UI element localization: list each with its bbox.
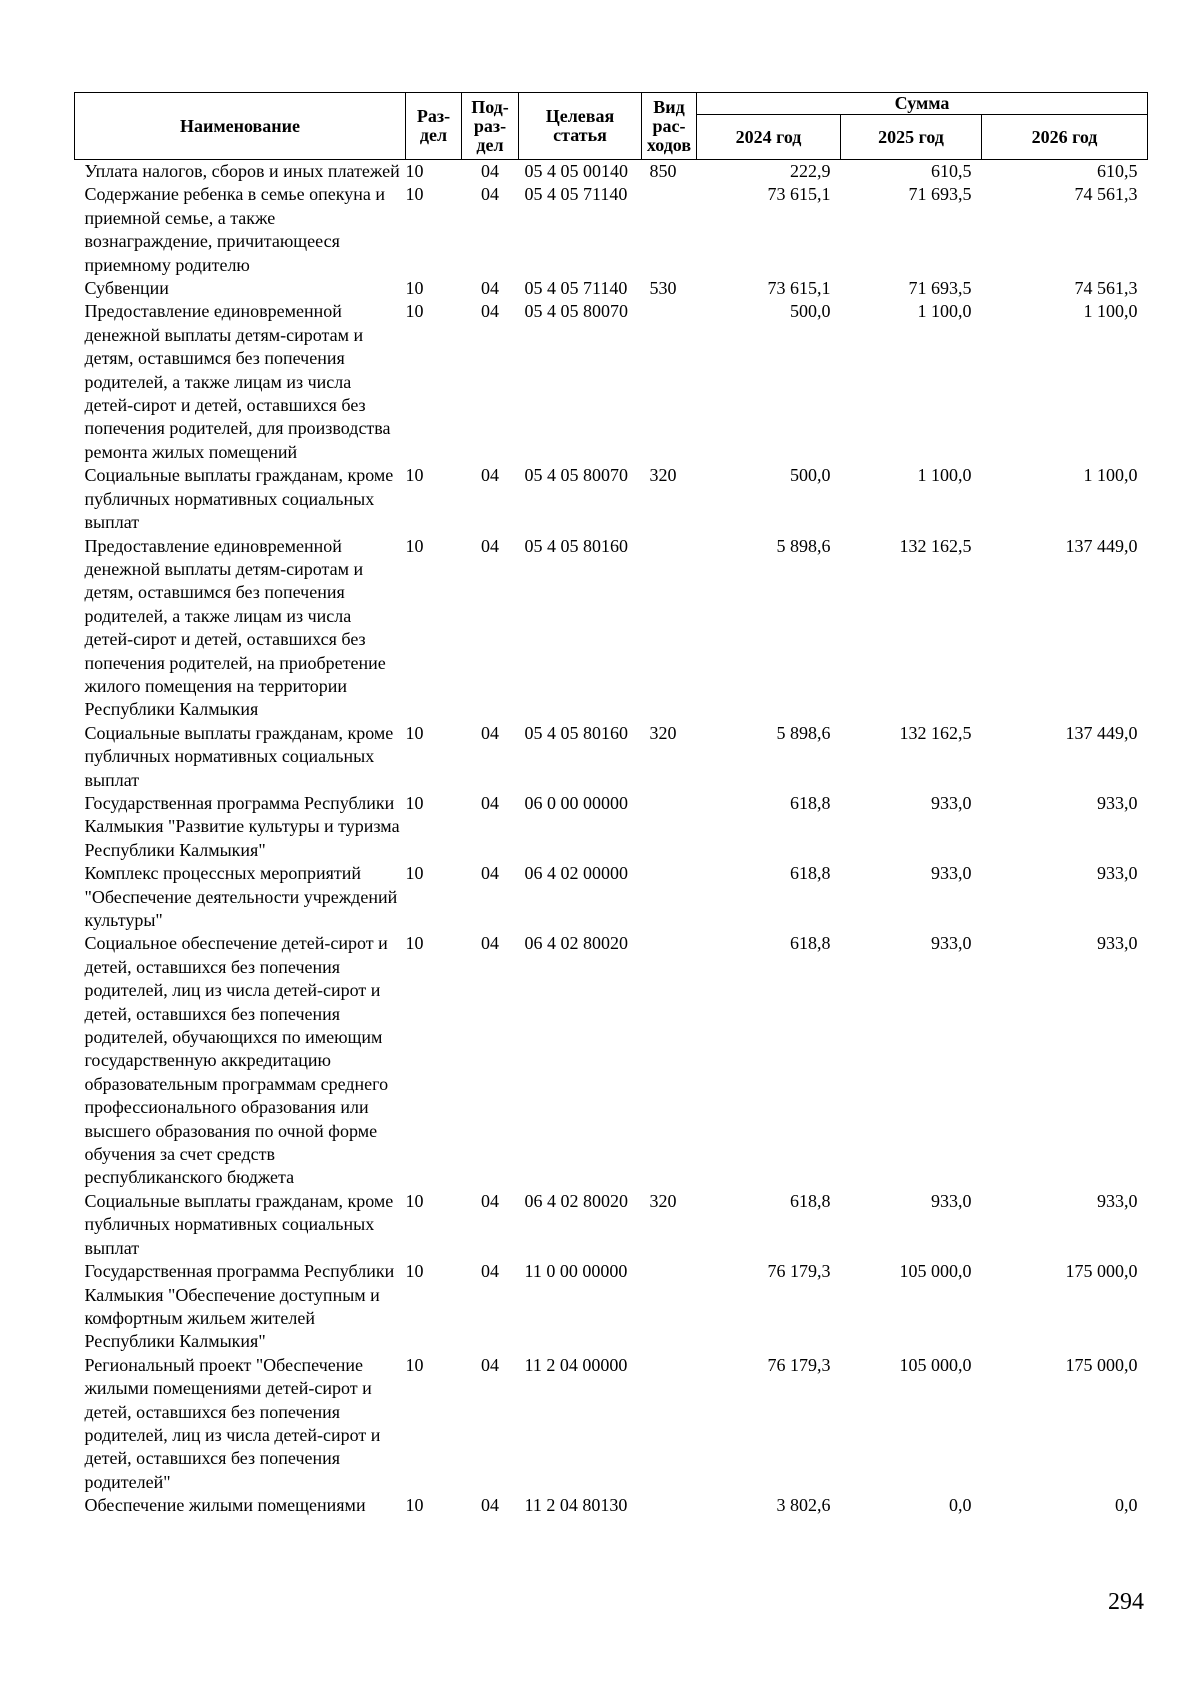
row-razdel: 10: [405, 863, 424, 884]
row-amount-2026: 933,0: [1097, 1190, 1138, 1211]
row-amount-2025: 933,0: [931, 1190, 972, 1211]
header-2024: 2024 год: [697, 115, 841, 160]
row-vid: [642, 535, 697, 722]
row-vid: [642, 1260, 697, 1354]
row-cst: 11 0 00 00000: [524, 1261, 628, 1282]
row-razdel: 10: [405, 933, 424, 954]
row-amount-2024: 618,8: [790, 933, 831, 954]
row-vid: [642, 300, 697, 464]
row-amount-2026: 175 000,0: [1065, 1354, 1138, 1375]
row-razdel: 10: [405, 161, 424, 181]
row-amount-2025: 1 100,0: [917, 465, 972, 486]
row-vid: [642, 1494, 697, 1517]
header-name: Наименование: [75, 93, 406, 160]
row-amount-2024: 222,9: [790, 161, 831, 181]
row-vid: [642, 862, 697, 932]
row-cst: 05 4 05 80070: [524, 301, 628, 322]
table-header: [75, 93, 1148, 160]
table-body: [75, 160, 1148, 1518]
row-name: Предоставление единовременной денежной выплаты детям-сиротам и детям, оставшимся без попечения родителей, а также лицам из числа детей-сирот и детей, оставшихся без попечения родителей, на приобретение жилого помещения на территории Республики Калмыкия: [84, 535, 386, 720]
row-podrazdel: 04: [481, 1354, 499, 1375]
table-row: [75, 862, 1148, 932]
row-amount-2025: 132 162,5: [899, 722, 972, 743]
table-row: [75, 1494, 1148, 1517]
header-podrazdel: Под- раз- дел: [462, 93, 519, 160]
row-amount-2024: 618,8: [790, 1190, 831, 1211]
row-amount-2025: 105 000,0: [899, 1261, 972, 1282]
row-razdel: 10: [405, 301, 424, 322]
row-amount-2024: 3 802,6: [776, 1495, 831, 1516]
row-razdel: 10: [405, 535, 424, 556]
row-amount-2024: 618,8: [790, 792, 831, 813]
row-razdel: 10: [405, 1261, 424, 1282]
row-podrazdel: 04: [481, 278, 499, 299]
row-podrazdel: 04: [481, 1495, 499, 1516]
row-name: Государственная программа Республики Калмыкия "Обеспечение доступным и комфортным жильем жителей Республики Калмыкия": [84, 1261, 395, 1352]
row-vid: [642, 932, 697, 1189]
row-cst: 06 0 00 00000: [524, 792, 628, 813]
row-amount-2026: 137 449,0: [1065, 535, 1138, 556]
row-name: Обеспечение жилыми помещениями: [84, 1495, 366, 1516]
row-amount-2024: 618,8: [790, 863, 831, 884]
row-cst: 05 4 05 71140: [524, 278, 628, 299]
row-name: Субвенции: [84, 278, 169, 299]
row-amount-2025: 933,0: [931, 863, 972, 884]
header-razdel: Раз- дел: [406, 93, 462, 160]
row-amount-2025: 610,5: [931, 161, 972, 181]
row-amount-2026: 175 000,0: [1065, 1261, 1138, 1282]
row-podrazdel: 04: [481, 1190, 499, 1211]
row-cst: 06 4 02 80020: [524, 1190, 628, 1211]
row-podrazdel: 04: [481, 722, 499, 743]
table-row: [75, 183, 1148, 277]
row-podrazdel: 04: [481, 863, 499, 884]
row-vid: 320: [649, 722, 677, 743]
row-vid: 850: [649, 161, 677, 181]
row-amount-2024: 76 179,3: [767, 1261, 831, 1282]
row-cst: 06 4 02 80020: [524, 933, 628, 954]
row-podrazdel: 04: [481, 792, 499, 813]
table-row: [75, 792, 1148, 862]
row-name: Социальные выплаты гражданам, кроме публичных нормативных социальных выплат: [84, 1190, 394, 1258]
row-cst: 05 4 05 80070: [524, 465, 628, 486]
row-amount-2026: 1 100,0: [1083, 301, 1138, 322]
row-podrazdel: 04: [481, 301, 499, 322]
row-vid: [642, 792, 697, 862]
row-razdel: 10: [405, 1190, 424, 1211]
header-2026: 2026 год: [982, 115, 1148, 160]
row-podrazdel: 04: [481, 184, 499, 205]
row-vid: 320: [649, 1190, 677, 1211]
header-vid: Вид рас- ходов: [642, 93, 697, 160]
row-amount-2026: 933,0: [1097, 792, 1138, 813]
row-razdel: 10: [405, 465, 424, 486]
row-amount-2025: 1 100,0: [917, 301, 972, 322]
table-row: [75, 1260, 1148, 1354]
row-amount-2024: 73 615,1: [767, 278, 831, 299]
header-2025: 2025 год: [841, 115, 982, 160]
header-cst: Целевая статья: [519, 93, 642, 160]
row-cst: 05 4 05 80160: [524, 722, 628, 743]
row-amount-2024: 5 898,6: [776, 722, 831, 743]
table-row: [75, 300, 1148, 464]
row-amount-2024: 73 615,1: [767, 184, 831, 205]
row-amount-2024: 76 179,3: [767, 1354, 831, 1375]
row-razdel: 10: [405, 1495, 424, 1516]
page-number: 294: [1108, 1589, 1144, 1615]
row-amount-2026: 74 561,3: [1074, 278, 1138, 299]
row-amount-2025: 132 162,5: [899, 535, 972, 556]
row-podrazdel: 04: [481, 465, 499, 486]
row-cst: 05 4 05 80160: [524, 535, 628, 556]
row-vid: [642, 1354, 697, 1494]
row-vid: 320: [649, 465, 677, 486]
row-name: Комплекс процессных мероприятий "Обеспечение деятельности учреждений культуры": [84, 863, 398, 930]
row-name: Предоставление единовременной денежной выплаты детям-сиротам и детям, оставшимся без попечения родителей, а также лицам из числа детей-сирот и детей, оставшихся без попечения родителей, для производства ремонта жилых помещений: [84, 301, 391, 462]
table-row: [75, 722, 1148, 792]
table-row: [75, 464, 1148, 534]
row-amount-2026: 933,0: [1097, 863, 1138, 884]
row-amount-2026: 0,0: [1115, 1495, 1138, 1516]
row-razdel: 10: [405, 278, 424, 299]
row-amount-2025: 105 000,0: [899, 1354, 972, 1375]
row-amount-2026: 610,5: [1097, 161, 1138, 181]
row-amount-2024: 500,0: [790, 465, 831, 486]
row-vid: 530: [649, 278, 677, 299]
row-name: Социальное обеспечение детей-сирот и детей, оставшихся без попечения родителей, лиц из числа детей-сирот и детей, оставшихся без попечения родителей, обучающихся по имеющим государственную аккредитацию образовательным программам среднего профессионального образования или высшего образования по очной форме обучения за счет средств республиканского бюджета: [84, 933, 389, 1188]
row-cst: 11 2 04 00000: [524, 1354, 628, 1375]
table-row: [75, 1190, 1148, 1260]
table-row: [75, 160, 1148, 184]
row-amount-2024: 500,0: [790, 301, 831, 322]
row-cst: 05 4 05 00140: [524, 161, 628, 181]
table-row: [75, 277, 1148, 300]
row-amount-2025: 933,0: [931, 792, 972, 813]
row-razdel: 10: [405, 722, 424, 743]
row-amount-2024: 5 898,6: [776, 535, 831, 556]
row-podrazdel: 04: [481, 1261, 499, 1282]
row-amount-2025: 0,0: [949, 1495, 972, 1516]
row-razdel: 10: [405, 792, 424, 813]
row-amount-2026: 137 449,0: [1065, 722, 1138, 743]
row-podrazdel: 04: [481, 161, 499, 181]
row-amount-2025: 933,0: [931, 933, 972, 954]
row-vid: [642, 183, 697, 277]
budget-page: [74, 92, 1147, 1518]
row-amount-2026: 933,0: [1097, 933, 1138, 954]
row-razdel: 10: [405, 1354, 424, 1375]
row-podrazdel: 04: [481, 933, 499, 954]
row-name: Государственная программа Республики Калмыкия "Развитие культуры и туризма Республики Калмыкия": [84, 792, 400, 860]
budget-table: [74, 92, 1148, 1518]
table-row: [75, 932, 1148, 1189]
row-cst: 05 4 05 71140: [524, 184, 628, 205]
row-name: Содержание ребенка в семье опекуна и приемной семье, а также вознаграждение, причитающееся приемному родителю: [84, 184, 385, 275]
row-podrazdel: 04: [481, 535, 499, 556]
row-amount-2025: 71 693,5: [908, 278, 972, 299]
row-name: Социальные выплаты гражданам, кроме публичных нормативных социальных выплат: [84, 465, 394, 533]
row-amount-2025: 71 693,5: [908, 184, 972, 205]
row-name: Региональный проект "Обеспечение жилыми помещениями детей-сирот и детей, оставшихся без попечения родителей, лиц из числа детей-сирот и детей, оставшихся без попечения родителей": [84, 1354, 381, 1492]
row-name: Уплата налогов, сборов и иных платежей: [84, 161, 400, 181]
row-razdel: 10: [405, 184, 424, 205]
row-cst: 06 4 02 00000: [524, 863, 628, 884]
row-amount-2026: 1 100,0: [1083, 465, 1138, 486]
row-cst: 11 2 04 80130: [524, 1495, 628, 1516]
row-amount-2026: 74 561,3: [1074, 184, 1138, 205]
header-summa: Сумма: [697, 93, 1148, 115]
table-row: [75, 535, 1148, 722]
table-row: [75, 1354, 1148, 1494]
row-name: Социальные выплаты гражданам, кроме публичных нормативных социальных выплат: [84, 722, 394, 790]
